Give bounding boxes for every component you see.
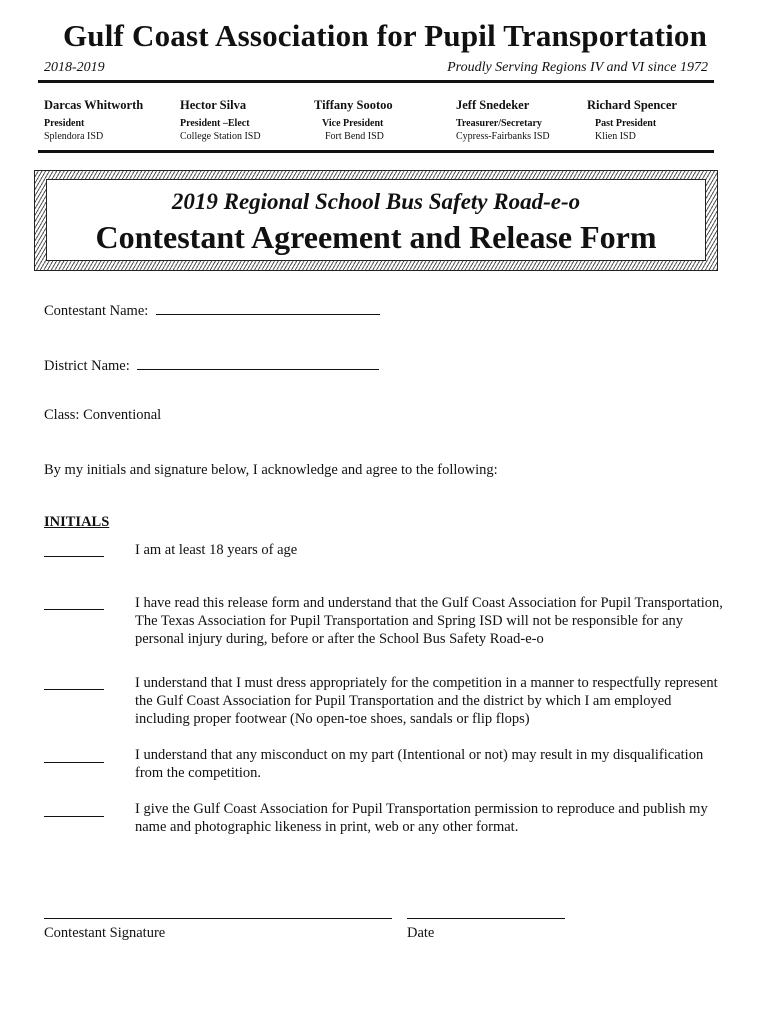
officers-divider	[38, 150, 714, 153]
officer-past-president	[587, 98, 677, 142]
season-year: 2018-2019	[44, 60, 105, 75]
officer-district: Splendora ISD	[44, 131, 104, 142]
agreement-item: I give the Gulf Coast Association for Pupil Transportation permission to reproduce and publish my name and photographic likeness in print, web or any other format.	[135, 801, 708, 835]
date-line[interactable]	[407, 918, 565, 919]
officer-name: Darcas Whitworth	[44, 98, 144, 112]
officer-name: Richard Spencer	[587, 98, 677, 112]
class-text: Class: Conventional	[44, 407, 162, 423]
officer-president	[44, 98, 143, 142]
date-label: Date	[407, 925, 435, 941]
officer-district: Cypress-Fairbanks ISD	[456, 131, 550, 142]
agreement-item: I am at least 18 years of age	[135, 542, 298, 558]
event-subtitle: 2019 Regional School Bus Safety Road-e-o	[171, 189, 581, 214]
initials-blank-2[interactable]	[44, 595, 104, 610]
officer-vice-president	[314, 98, 393, 142]
form-title: Contestant Agreement and Release Form	[95, 219, 657, 255]
officer-role: Past President	[595, 118, 657, 129]
officer-district: Fort Bend ISD	[325, 131, 384, 142]
officer-district: Klien ISD	[595, 131, 636, 142]
initials-heading: INITIALS	[44, 514, 110, 530]
initials-blank-1[interactable]	[44, 542, 104, 557]
header-divider	[38, 80, 714, 83]
contestant-name-field[interactable]	[156, 300, 380, 315]
agreement-item: I understand that any misconduct on my part (Intentional or not) may result in my disqualification from the competition.	[135, 747, 704, 781]
officer-role: President	[44, 118, 85, 129]
organization-title: Gulf Coast Association for Pupil Transportation	[62, 18, 708, 53]
officer-name: Jeff Snedeker	[456, 98, 530, 112]
contestant-name-label: Contestant Name:	[44, 303, 149, 319]
officer-role: Treasurer/Secretary	[456, 118, 542, 129]
officer-role: Vice President	[322, 118, 384, 129]
officer-district: College Station ISD	[180, 131, 261, 142]
officer-name: Tiffany Sootoo	[314, 98, 393, 112]
initials-blank-4[interactable]	[44, 748, 104, 763]
officer-president-elect	[180, 98, 261, 142]
initials-blank-3[interactable]	[44, 675, 104, 690]
banner-panel	[46, 179, 706, 261]
agreement-item: I have read this release form and understand that the Gulf Coast Association for Pupil Transportation, The Texas Association for Pupil Transportation and Spring ISD will not be responsible for any personal injury during, before or after the School Bus Safety Road-e-o	[135, 595, 723, 647]
initials-blank-5[interactable]	[44, 802, 104, 817]
agreement-item: I understand that I must dress appropriately for the competition in a manner to respectfully represent the Gulf Coast Association for Pupil Transportation and the district by which I am employed including proper footwear (No open-toe shoes, sandals or flip flops)	[135, 675, 718, 727]
tagline: Proudly Serving Regions IV and VI since 1972	[447, 60, 708, 75]
district-name-field[interactable]	[137, 355, 379, 370]
officer-treasurer	[456, 98, 550, 142]
contestant-name-row	[44, 300, 380, 320]
officer-name: Hector Silva	[180, 98, 247, 112]
officer-role: President –Elect	[180, 118, 250, 129]
form-title-banner	[34, 170, 718, 271]
signature-line[interactable]	[44, 918, 392, 919]
signature-label: Contestant Signature	[44, 925, 166, 941]
district-name-row	[44, 355, 379, 375]
district-name-label: District Name:	[44, 358, 130, 374]
acknowledgement-text: By my initials and signature below, I acknowledge and agree to the following:	[44, 462, 498, 478]
